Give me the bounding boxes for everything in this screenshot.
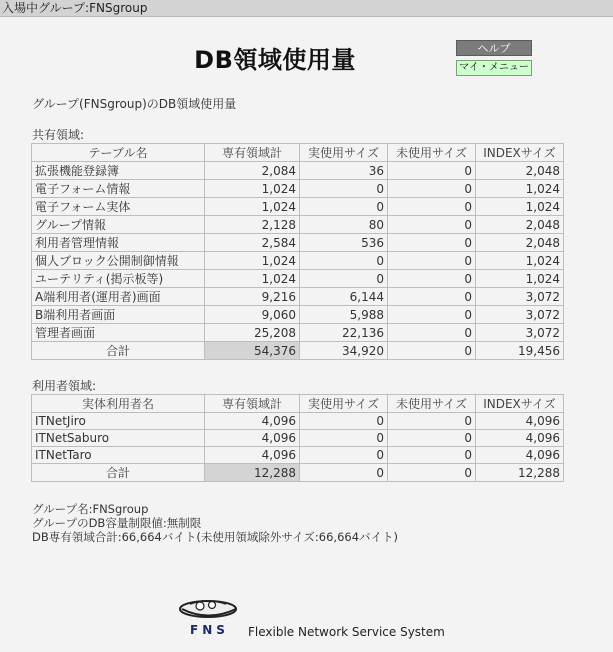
user-area-table	[31, 394, 564, 482]
row-name-cell: 拡張機能登録簿	[32, 162, 205, 180]
help-button[interactable]: ヘルプ	[456, 40, 532, 56]
row-value-cell: 0	[300, 198, 388, 216]
row-value-cell: 2,084	[205, 162, 300, 180]
row-name-cell: 電子フォーム情報	[32, 180, 205, 198]
table-row	[32, 324, 564, 342]
table-row	[32, 288, 564, 306]
row-name-cell: 利用者管理情報	[32, 234, 205, 252]
row-value-cell: 0	[388, 324, 476, 342]
row-value-cell: 0	[388, 413, 476, 430]
total-row	[32, 342, 564, 360]
table-row	[32, 162, 564, 180]
row-value-cell: 6,144	[300, 288, 388, 306]
row-value-cell: 22,136	[300, 324, 388, 342]
total-value-cell: 0	[388, 342, 476, 360]
table-row	[32, 180, 564, 198]
row-value-cell: 1,024	[205, 270, 300, 288]
row-value-cell: 1,024	[205, 180, 300, 198]
row-value-cell: 0	[388, 234, 476, 252]
footer-tagline: Flexible Network Service System	[248, 625, 445, 639]
row-value-cell: 1,024	[205, 252, 300, 270]
capacity-limit-text: グループのDB容量制限値:無制限	[32, 516, 202, 530]
row-value-cell: 4,096	[205, 447, 300, 464]
row-value-cell: 4,096	[476, 447, 564, 464]
row-value-cell: 536	[300, 234, 388, 252]
row-value-cell: 0	[300, 447, 388, 464]
row-name-cell: B端利用者画面	[32, 306, 205, 324]
column-header-table-name: テーブル名	[32, 144, 205, 162]
total-value-cell: 12,288	[476, 464, 564, 482]
column-header-unused: 未使用サイズ	[388, 144, 476, 162]
row-value-cell: 0	[388, 270, 476, 288]
total-value-cell: 12,288	[205, 464, 300, 482]
row-value-cell: 0	[388, 198, 476, 216]
row-value-cell: 1,024	[205, 198, 300, 216]
row-value-cell: 1,024	[476, 270, 564, 288]
row-value-cell: 0	[388, 288, 476, 306]
table-row	[32, 216, 564, 234]
column-header-used: 実使用サイズ	[300, 144, 388, 162]
logo-text: FNS	[190, 623, 229, 637]
row-value-cell: 0	[300, 430, 388, 447]
total-value-cell: 0	[388, 464, 476, 482]
group-name-text: グループ名:FNSgroup	[32, 502, 149, 516]
column-header-allocated: 専有領域計	[205, 144, 300, 162]
row-value-cell: 80	[300, 216, 388, 234]
row-value-cell: 0	[388, 162, 476, 180]
row-value-cell: 0	[388, 180, 476, 198]
row-value-cell: 0	[388, 306, 476, 324]
column-header-user-name: 実体利用者名	[32, 395, 205, 413]
table-row	[32, 447, 564, 464]
row-value-cell: 2,048	[476, 216, 564, 234]
table-row	[32, 198, 564, 216]
row-value-cell: 9,060	[205, 306, 300, 324]
column-header-allocated: 専有領域計	[205, 395, 300, 413]
my-menu-button[interactable]: マイ・メニュー	[456, 60, 532, 76]
row-value-cell: 0	[388, 216, 476, 234]
row-value-cell: 4,096	[476, 430, 564, 447]
table-row	[32, 234, 564, 252]
row-name-cell: ITNetJiro	[32, 413, 205, 430]
row-value-cell: 2,584	[205, 234, 300, 252]
row-value-cell: 0	[388, 252, 476, 270]
total-row	[32, 464, 564, 482]
table-row	[32, 413, 564, 430]
row-value-cell: 1,024	[476, 252, 564, 270]
page-subtitle: グループ(FNSgroup)のDB領域使用量	[32, 97, 237, 111]
row-name-cell: ITNetTaro	[32, 447, 205, 464]
table-row	[32, 252, 564, 270]
row-value-cell: 0	[300, 270, 388, 288]
row-value-cell: 0	[388, 447, 476, 464]
shared-area-label: 共有領域:	[32, 128, 85, 142]
row-value-cell: 1,024	[476, 180, 564, 198]
row-name-cell: ITNetSaburo	[32, 430, 205, 447]
total-value-cell: 34,920	[300, 342, 388, 360]
table-row	[32, 306, 564, 324]
row-name-cell: 個人ブロック公開制御情報	[32, 252, 205, 270]
row-value-cell: 9,216	[205, 288, 300, 306]
row-value-cell: 3,072	[476, 324, 564, 342]
row-value-cell: 1,024	[476, 198, 564, 216]
row-name-cell: A端利用者(運用者)画面	[32, 288, 205, 306]
total-value-cell: 19,456	[476, 342, 564, 360]
column-header-index: INDEXサイズ	[476, 395, 564, 413]
row-value-cell: 4,096	[205, 413, 300, 430]
column-header-unused: 未使用サイズ	[388, 395, 476, 413]
row-value-cell: 36	[300, 162, 388, 180]
row-name-cell: 管理者画面	[32, 324, 205, 342]
db-summary-info	[32, 502, 398, 544]
row-value-cell: 0	[300, 252, 388, 270]
column-header-used: 実使用サイズ	[300, 395, 388, 413]
row-value-cell: 5,988	[300, 306, 388, 324]
row-value-cell: 0	[300, 180, 388, 198]
total-label: 合計	[32, 342, 205, 360]
db-total-text: DB専有領域合計:66,664バイト(未使用領域除外サイズ:66,664バイト)	[32, 530, 399, 544]
row-name-cell: グループ情報	[32, 216, 205, 234]
total-label: 合計	[32, 464, 205, 482]
fns-logo	[178, 596, 240, 641]
row-value-cell: 25,208	[205, 324, 300, 342]
table-row	[32, 430, 564, 447]
row-value-cell: 2,048	[476, 162, 564, 180]
user-area-label: 利用者領域:	[32, 379, 97, 393]
row-name-cell: ユーテリティ(掲示板等)	[32, 270, 205, 288]
row-value-cell: 4,096	[476, 413, 564, 430]
column-header-index: INDEXサイズ	[476, 144, 564, 162]
page-title: DB領域使用量	[194, 46, 356, 74]
table-header-row	[32, 395, 564, 413]
row-value-cell: 3,072	[476, 306, 564, 324]
table-header-row	[32, 144, 564, 162]
total-value-cell: 54,376	[205, 342, 300, 360]
row-value-cell: 4,096	[205, 430, 300, 447]
row-value-cell: 0	[300, 413, 388, 430]
row-value-cell: 2,048	[476, 234, 564, 252]
total-value-cell: 0	[300, 464, 388, 482]
row-value-cell: 0	[388, 430, 476, 447]
row-value-cell: 3,072	[476, 288, 564, 306]
table-row	[32, 270, 564, 288]
shared-area-table	[31, 143, 564, 360]
row-value-cell: 2,128	[205, 216, 300, 234]
row-name-cell: 電子フォーム実体	[32, 198, 205, 216]
top-status-bar: 入場中グループ:FNSgroup	[0, 0, 613, 17]
